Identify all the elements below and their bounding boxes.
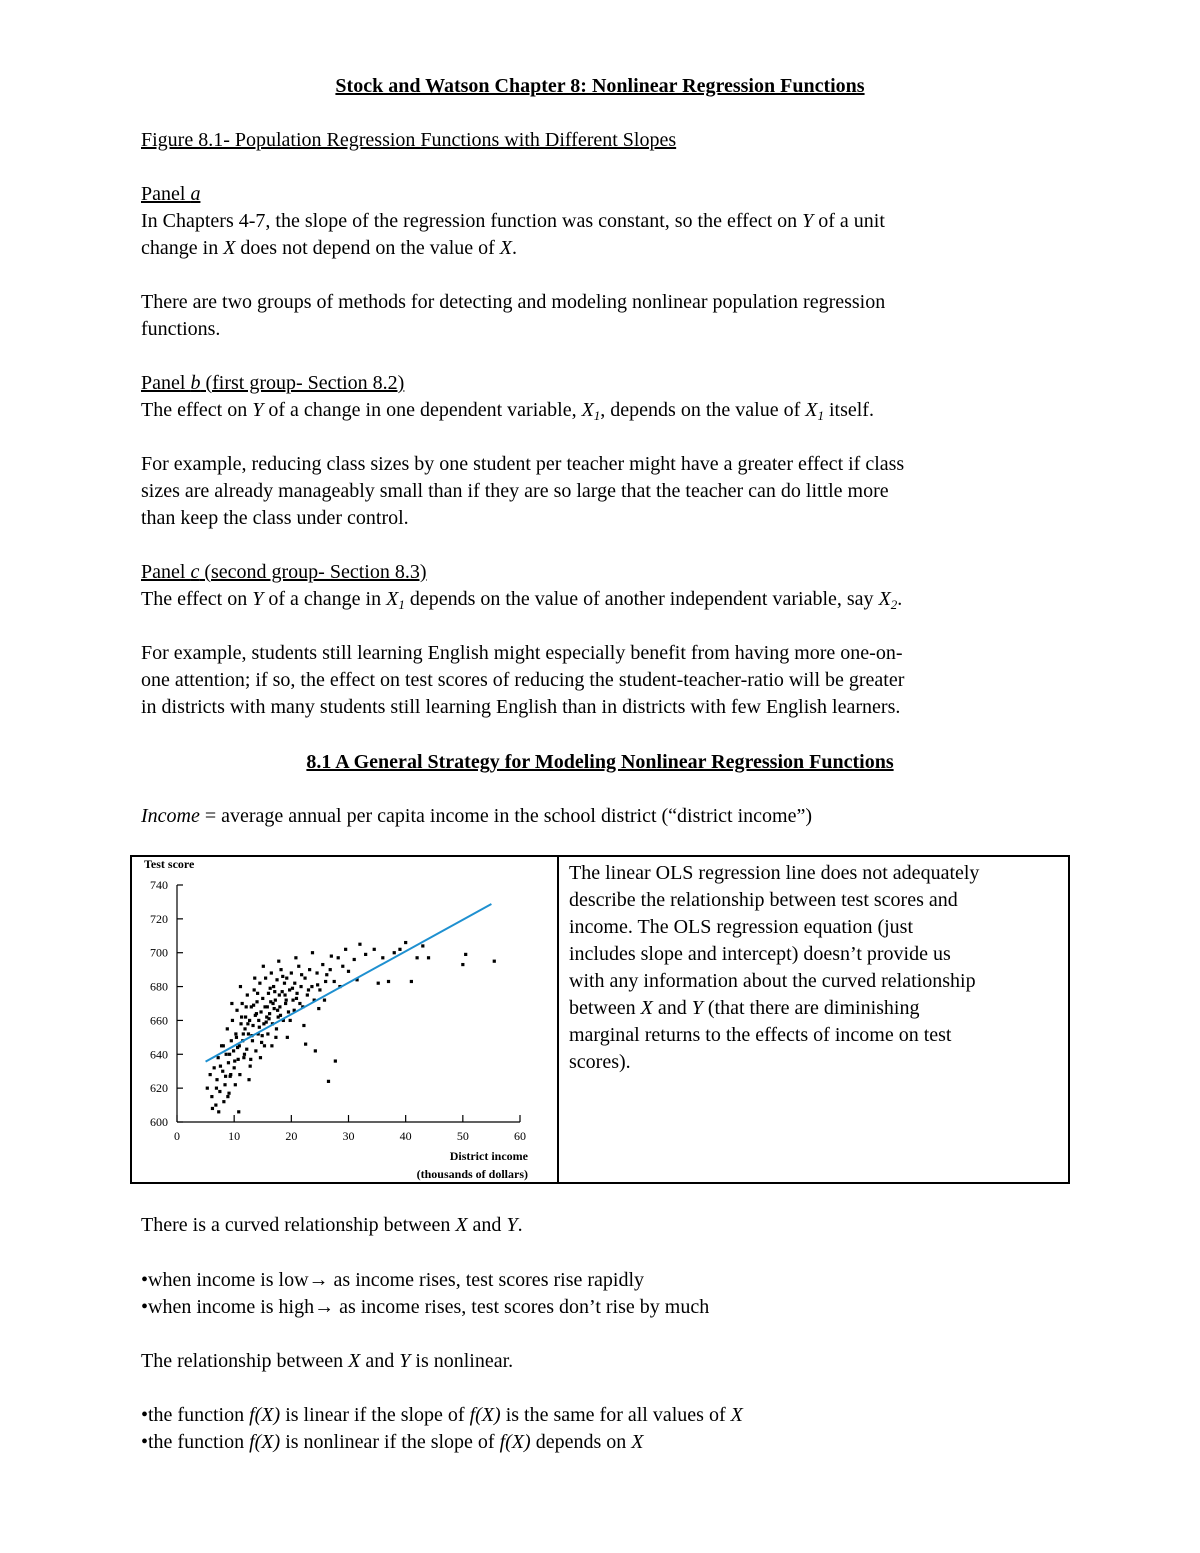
data-point (240, 1015, 243, 1018)
data-point (329, 968, 332, 971)
data-point (229, 1073, 232, 1076)
data-point (427, 956, 430, 959)
data-point (218, 1090, 221, 1093)
data-point (271, 1002, 274, 1005)
panel-c-example-line1: For example, students still learning English might especially benefit from having more one-on- (141, 642, 903, 664)
data-point (256, 992, 259, 995)
data-point (289, 1019, 292, 1022)
data-point (285, 977, 288, 980)
data-point (416, 956, 419, 959)
data-point (243, 1027, 246, 1030)
data-point (251, 1039, 254, 1042)
data-point (461, 963, 464, 966)
panel-b-label: Panel b (first group- Section 8.2) (141, 372, 405, 394)
data-point (228, 1053, 231, 1056)
data-point (273, 990, 276, 993)
data-point (279, 968, 282, 971)
data-point (222, 1100, 225, 1103)
data-point (381, 956, 384, 959)
explanation-line: with any information about the curved relationship (569, 970, 976, 992)
explanation-line: scores). (569, 1051, 631, 1073)
data-point (307, 988, 310, 991)
data-point (387, 980, 390, 983)
panel-b-effect: The effect on Y of a change in one dependent variable, $X_1$, depends on the value of $X_1$ itself. (141, 399, 874, 423)
data-point (347, 970, 350, 973)
data-point (263, 1044, 266, 1047)
data-point (311, 951, 314, 954)
data-point (293, 982, 296, 985)
data-point (235, 1036, 238, 1039)
explanation-line: income. The OLS regression equation (just (569, 916, 914, 938)
data-point (393, 951, 396, 954)
data-point (274, 1036, 277, 1039)
data-point (222, 1044, 225, 1047)
data-point (224, 1075, 227, 1078)
data-point (209, 1073, 212, 1076)
data-point (239, 985, 242, 988)
data-point (214, 1103, 217, 1106)
data-point (310, 985, 313, 988)
data-point (344, 948, 347, 951)
data-point (237, 1110, 240, 1113)
nonlinear-relationship-text: The relationship between X and Y is nonlinear. (141, 1350, 514, 1372)
y-tick-label: 740 (150, 878, 168, 892)
data-point (266, 1032, 269, 1035)
data-point (245, 1005, 248, 1008)
x-tick-label: 40 (399, 1129, 412, 1143)
explanation-line: describe the relationship between test scores and (569, 889, 958, 911)
data-point (299, 985, 302, 988)
curved-relationship-text: There is a curved relationship between X and Y. (141, 1214, 523, 1236)
data-point (304, 1043, 307, 1046)
data-point (373, 948, 376, 951)
explanation-line: includes slope and intercept) doesn’t provide us (569, 943, 951, 965)
data-point (283, 982, 286, 985)
data-point (295, 992, 298, 995)
y-tick-label: 700 (150, 945, 168, 960)
data-point (275, 1027, 278, 1030)
bullet-function-nonlinear: •the function f(X) is nonlinear if the slope of f(X) depends on X (141, 1431, 644, 1453)
data-point (288, 988, 291, 991)
x-tick-label: 30 (342, 1129, 355, 1143)
data-point (377, 982, 380, 985)
page-title: Stock and Watson Chapter 8: Nonlinear Regression Functions (335, 75, 865, 97)
x-tick-label: 10 (228, 1129, 241, 1143)
data-point (302, 1024, 305, 1027)
x-tick-label: 20 (285, 1129, 298, 1143)
data-point (258, 1026, 261, 1029)
data-point (324, 980, 327, 983)
ols-regression-line (206, 904, 492, 1062)
x-tick-label: 60 (514, 1129, 526, 1143)
y-tick-label: 600 (150, 1115, 168, 1129)
data-point (273, 1007, 276, 1010)
data-point (255, 1000, 258, 1003)
data-point (287, 1010, 290, 1013)
data-point (308, 968, 311, 971)
data-point (233, 1059, 236, 1062)
data-point (233, 1066, 236, 1069)
data-point (242, 1032, 245, 1035)
chart-axes (150, 878, 526, 1143)
data-point (272, 985, 275, 988)
income-definition: Income = average annual per capita income in the school district (“district income”) (141, 805, 813, 827)
data-point (306, 993, 309, 996)
data-point (206, 1087, 209, 1090)
data-point (327, 1080, 330, 1083)
data-point (257, 1019, 260, 1022)
data-point (247, 1032, 250, 1035)
x-tick-label: 0 (174, 1129, 180, 1143)
data-point (255, 1012, 258, 1015)
data-point (235, 1009, 238, 1012)
explanation-line: marginal returns to the effects of income on test (569, 1024, 952, 1046)
data-point (333, 980, 336, 983)
data-point (317, 1007, 320, 1010)
data-point (246, 993, 249, 996)
data-point (291, 999, 294, 1002)
data-point (291, 987, 294, 990)
data-point (277, 960, 280, 963)
data-point (341, 965, 344, 968)
data-point (264, 977, 267, 980)
data-point (281, 990, 284, 993)
methods-text-line2: functions. (141, 318, 221, 340)
data-point (421, 944, 424, 947)
data-point (295, 997, 298, 1000)
data-point (252, 1004, 255, 1007)
data-point (261, 997, 264, 1000)
data-point (410, 980, 413, 983)
data-point (398, 948, 401, 951)
data-point (266, 1005, 269, 1008)
panel-c-label: Panel c (second group- Section 8.3) (141, 561, 427, 583)
panel-b-example-line1: For example, reducing class sizes by one student per teacher might have a greater effect if class (141, 453, 905, 475)
data-point (262, 965, 265, 968)
panel-b-example-line2: sizes are already manageably small than if they are so large that the teacher can do little more (141, 480, 889, 502)
data-point (285, 999, 288, 1002)
data-point (337, 956, 340, 959)
data-point (253, 988, 256, 991)
data-point (217, 1056, 220, 1059)
data-point (234, 1032, 237, 1035)
data-point (215, 1087, 218, 1090)
data-point (246, 1022, 249, 1025)
box-divider (557, 857, 559, 1182)
panel-c-example-line3: in districts with many students still learning English than in districts with few English learners. (141, 696, 901, 718)
data-point (213, 1066, 216, 1069)
section-heading: 8.1 A General Strategy for Modeling Nonlinear Regression Functions (306, 751, 894, 773)
data-point (290, 971, 293, 974)
data-point (227, 1092, 230, 1095)
data-point (226, 1027, 229, 1030)
data-point (278, 993, 281, 996)
data-point (321, 963, 324, 966)
x-tick-label: 50 (456, 1129, 469, 1143)
figure-caption: Figure 8.1- Population Regression Functions with Different Slopes (141, 129, 677, 151)
data-point (258, 982, 261, 985)
data-point (227, 1061, 230, 1064)
data-point (242, 1056, 245, 1059)
data-point (286, 1036, 289, 1039)
y-tick-label: 660 (150, 1013, 168, 1028)
data-point (259, 1010, 262, 1013)
data-point (261, 1034, 264, 1037)
bullet-income-low: •when income is low→ as income rises, test scores rise rapidly (141, 1269, 644, 1291)
data-point (270, 971, 273, 974)
data-point (267, 992, 270, 995)
chart-points (206, 941, 496, 1113)
data-point (330, 955, 333, 958)
data-point (269, 987, 272, 990)
data-point (260, 1041, 263, 1044)
x-axis-title-line2: (thousands of dollars) (416, 1167, 528, 1181)
data-point (364, 953, 367, 956)
data-point (226, 1095, 229, 1098)
data-point (298, 1002, 301, 1005)
y-axis-title: Test score (144, 857, 195, 871)
y-tick-label: 680 (150, 979, 168, 994)
data-point (297, 965, 300, 968)
data-point (254, 1049, 257, 1052)
data-point (318, 988, 321, 991)
data-point (294, 956, 297, 959)
data-point (279, 1014, 282, 1017)
data-point (303, 977, 306, 980)
data-point (275, 978, 278, 981)
data-point (274, 999, 277, 1002)
data-point (231, 1019, 234, 1022)
data-point (219, 1065, 222, 1068)
y-tick-label: 640 (150, 1047, 168, 1062)
data-point (249, 1065, 252, 1068)
figure-explanation (569, 860, 1064, 1076)
data-point (244, 1015, 247, 1018)
data-point (249, 1058, 252, 1061)
data-point (241, 1002, 244, 1005)
data-point (281, 975, 284, 978)
data-point (316, 983, 319, 986)
bullet-function-linear: •the function f(X) is linear if the slope of f(X) is the same for all values of X (141, 1404, 743, 1426)
data-point (236, 1046, 239, 1049)
data-point (278, 1005, 281, 1008)
panel-c-example-line2: one attention; if so, the effect on test scores of reducing the student-teacher-ratio will be greater (141, 669, 905, 691)
data-point (248, 1019, 251, 1022)
data-point (268, 1012, 271, 1015)
data-point (315, 971, 318, 974)
data-point (225, 1053, 228, 1056)
data-point (245, 1048, 248, 1051)
scatter-chart (132, 857, 557, 1182)
data-point (284, 1002, 287, 1005)
data-point (247, 1078, 250, 1081)
data-point (253, 977, 256, 980)
panel-b-example-line3: than keep the class under control. (141, 507, 409, 529)
data-point (325, 973, 328, 976)
data-point (211, 1107, 214, 1110)
y-tick-label: 720 (150, 911, 168, 926)
data-point (267, 1017, 270, 1020)
data-point (243, 1053, 246, 1056)
data-point (270, 1044, 273, 1047)
y-tick-label: 620 (150, 1081, 168, 1096)
data-point (230, 1039, 233, 1042)
data-point (238, 1073, 241, 1076)
explanation-line: The linear OLS regression line does not adequately (569, 862, 980, 884)
data-point (215, 1078, 218, 1081)
data-point (404, 941, 407, 944)
data-point (323, 999, 326, 1002)
data-point (221, 1070, 224, 1073)
data-point (358, 943, 361, 946)
figure-box (130, 855, 1070, 1184)
methods-text-line1: There are two groups of methods for detecting and modeling nonlinear population regression (141, 291, 886, 313)
data-point (232, 1049, 235, 1052)
data-point (230, 1002, 233, 1005)
data-point (276, 1009, 279, 1012)
panel-c-effect: The effect on Y of a change in $X_1$ depends on the value of another independent variable, say $X_2$. (141, 588, 903, 612)
panel-a-text-line2: change in X does not depend on the value of X. (141, 237, 517, 259)
data-point (265, 1021, 268, 1024)
data-point (217, 1110, 220, 1113)
explanation-line: between X and Y (that there are diminishing (569, 997, 920, 1019)
data-point (300, 973, 303, 976)
data-point (223, 1083, 226, 1086)
data-point (234, 1083, 237, 1086)
data-point (283, 993, 286, 996)
data-point (259, 1056, 262, 1059)
data-point (251, 1024, 254, 1027)
x-axis-title-line1: District income (449, 1149, 528, 1163)
data-point (239, 1022, 242, 1025)
data-point (464, 953, 467, 956)
data-point (314, 1049, 317, 1052)
data-point (237, 1058, 240, 1061)
panel-a-text-line1: In Chapters 4-7, the slope of the regression function was constant, so the effect on Y of a unit (141, 210, 885, 232)
data-point (210, 1095, 213, 1098)
data-point (493, 960, 496, 963)
data-point (353, 958, 356, 961)
data-point (334, 1059, 337, 1062)
panel-a-label: Panel a (141, 183, 201, 205)
bullet-income-high: •when income is high→ as income rises, test scores don’t rise by much (141, 1296, 710, 1318)
